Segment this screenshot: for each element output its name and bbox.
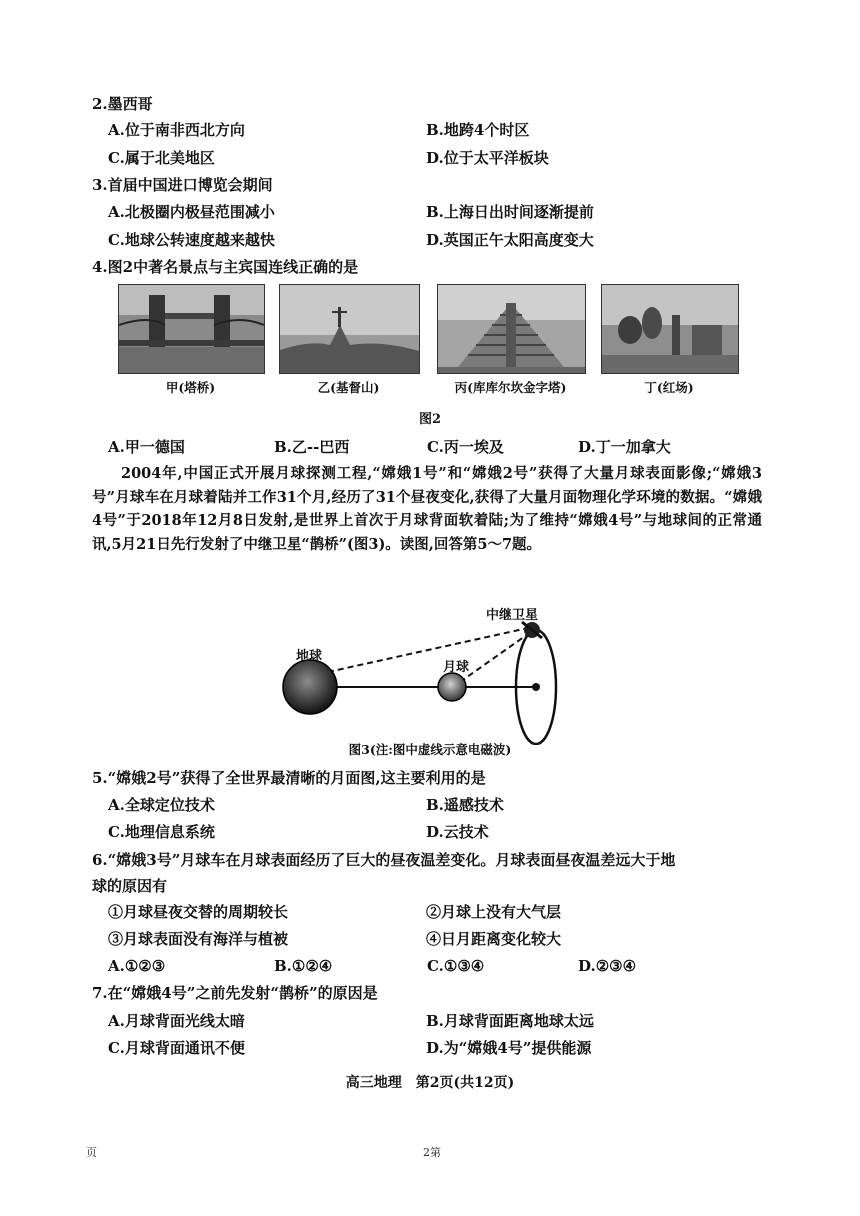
question-4-option-c: C.丙一埃及 bbox=[427, 438, 504, 456]
question-2-option-a: A.位于南非西北方向 bbox=[108, 121, 245, 139]
question-6-option-d: D.②③④ bbox=[578, 957, 637, 975]
reading-passage bbox=[92, 462, 762, 556]
question-6-stem-line2: 球的原因有 bbox=[92, 877, 168, 895]
caption-yi: 乙(基督山) bbox=[317, 380, 380, 395]
bottom-center-mark: 2第 bbox=[423, 1146, 441, 1159]
question-3-option-c: C.地球公转速度越来越快 bbox=[108, 231, 275, 249]
label-relay-satellite: 中继卫星 bbox=[486, 608, 539, 623]
caption-jia: 甲(塔桥) bbox=[165, 380, 216, 395]
question-4-stem: 4.图2中著名景点与主宾国连线正确的是 bbox=[92, 258, 359, 276]
question-5-option-c: C.地理信息系统 bbox=[108, 823, 215, 841]
figure-2-title: 图2 bbox=[418, 412, 442, 427]
page-footer: 高三地理 第2页(共12页) bbox=[345, 1075, 515, 1091]
moon-circle bbox=[438, 673, 466, 701]
question-6-item-4: ④日月距离变化较大 bbox=[426, 930, 562, 948]
question-7-option-d: D.为“嫦娥4号”提供能源 bbox=[426, 1039, 592, 1057]
question-7-option-b: B.月球背面距离地球太远 bbox=[426, 1012, 594, 1030]
question-6-option-b: B.①②④ bbox=[274, 957, 333, 975]
question-7-option-a: A.月球背面光线太暗 bbox=[108, 1012, 245, 1030]
question-6-item-3: ③月球表面没有海洋与植被 bbox=[108, 930, 289, 948]
question-2-option-c: C.属于北美地区 bbox=[108, 149, 215, 167]
question-3-stem: 3.首届中国进口博览会期间 bbox=[92, 176, 273, 194]
earth-relay-signal bbox=[328, 628, 528, 672]
photo-red-square bbox=[601, 284, 739, 374]
question-6-item-1: ①月球昼夜交替的周期较长 bbox=[108, 903, 289, 921]
question-7-option-c: C.月球背面通讯不便 bbox=[108, 1039, 245, 1057]
question-2-option-b: B.地跨4个时区 bbox=[426, 121, 530, 139]
photo-kukulcan-pyramid bbox=[437, 284, 586, 374]
question-5-option-a: A.全球定位技术 bbox=[108, 796, 215, 814]
label-moon: 月球 bbox=[443, 660, 470, 675]
l2-point bbox=[532, 683, 540, 691]
question-5-option-b: B.遥感技术 bbox=[426, 796, 504, 814]
question-2-option-d: D.位于太平洋板块 bbox=[426, 149, 549, 167]
earth-circle bbox=[283, 660, 337, 714]
question-5-option-d: D.云技术 bbox=[426, 823, 489, 841]
caption-bing: 丙(库库尔坎金字塔) bbox=[454, 380, 567, 395]
figure-3-caption: 图3(注:图中虚线示意电磁波) bbox=[348, 742, 512, 757]
photo-tower-bridge bbox=[118, 284, 265, 374]
question-4-option-d: D.丁一加拿大 bbox=[578, 438, 671, 456]
question-3-option-d: D.英国正午太阳高度变大 bbox=[426, 231, 594, 249]
question-5-stem: 5.“嫦娥2号”获得了全世界最清晰的月面图,这主要利用的是 bbox=[92, 769, 486, 787]
passage-text: 2004年,中国正式开展月球探测工程,“嫦娥1号”和“嫦娥2号”获得了大量月球表面影像;“嫦娥3号”月球车在月球着陆并工作31个月,经历了31个昼夜变化,获得了大量月面物理化学环境的数据。“嫦娥4号”于2018年12月8日发射,是世界上首次于月球背面软着陆;为了维持“嫦娥4号”与地球间的正常通讯,5月21日先行发射了中继卫星“鹊桥”(图3)。读图,回答第5～7题。 bbox=[92, 465, 762, 553]
question-4-option-b: B.乙--巴西 bbox=[274, 438, 350, 456]
question-6-option-a: A.①②③ bbox=[108, 957, 166, 975]
caption-ding: 丁(红场) bbox=[644, 380, 694, 395]
question-6-stem-line1: 6.“嫦娥3号”月球车在月球表面经历了巨大的昼夜温差变化。月球表面昼夜温差远大于地 bbox=[92, 851, 676, 869]
label-earth: 地球 bbox=[296, 649, 323, 664]
question-3-option-a: A.北极圈内极昼范围减小 bbox=[108, 203, 275, 221]
question-7-stem: 7.在“嫦娥4号”之前先发射“鹊桥”的原因是 bbox=[92, 984, 378, 1002]
question-4-option-a: A.甲一德国 bbox=[108, 438, 185, 456]
figure-3-diagram bbox=[270, 600, 590, 745]
question-2-stem: 2.墨西哥 bbox=[92, 95, 153, 113]
photo-christ-mountain bbox=[279, 284, 420, 374]
question-6-item-2: ②月球上没有大气层 bbox=[426, 903, 562, 921]
bottom-left-mark: 页 bbox=[86, 1146, 97, 1159]
question-6-option-c: C.①③④ bbox=[427, 957, 485, 975]
question-3-option-b: B.上海日出时间逐渐提前 bbox=[426, 203, 594, 221]
